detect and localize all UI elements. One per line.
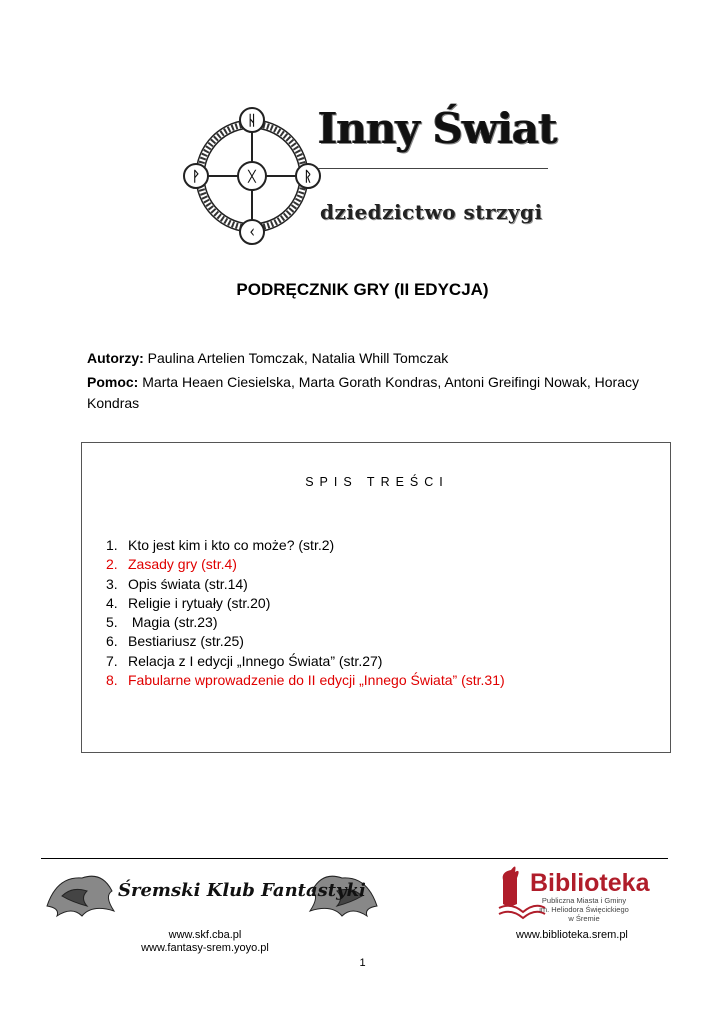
table-of-contents-box [81, 442, 671, 753]
library-name: Biblioteka [530, 869, 650, 897]
toc-item[interactable] [106, 613, 505, 632]
rune-glyph: ᚺ [247, 113, 257, 129]
toc-list [106, 536, 505, 690]
document-title: PODRĘCZNIK GRY (II EDYCJA) [236, 280, 489, 299]
toc-item-number: 8. [106, 672, 118, 689]
toc-heading: SPIS TREŚCI [305, 475, 449, 489]
rune-glyph: ᚲ [247, 225, 257, 241]
rune-glyph: ᚹ [191, 169, 201, 185]
logo-subtitle: dziedzictwo strzygi [320, 200, 543, 224]
toc-item-number: 3. [106, 575, 118, 592]
toc-item-label: Kto jest kim i kto co może? (str.2) [128, 537, 335, 553]
toc-item-number: 5. [106, 614, 118, 631]
authors-line [87, 348, 639, 369]
toc-item-label: Bestiariusz (str.25) [128, 633, 244, 650]
toc-item-label: Religie i rytuały (str.20) [128, 594, 271, 611]
library-subtitle: im. Heliodora Święcickiego [539, 905, 629, 914]
skf-url-link[interactable]: www.skf.cba.pl [168, 929, 242, 941]
library-subtitle: Publiczna Miasta i Gminy [541, 896, 627, 905]
library-subtitle: w Śremie [568, 914, 600, 923]
help-label: Pomoc: [87, 374, 139, 390]
toc-item[interactable] [106, 536, 505, 555]
logo-divider [318, 168, 548, 169]
skf-club-name: Śremski Klub Fantastyki [118, 880, 366, 901]
help-value: Marta Heaen Ciesielska, Marta Gorath Kondras, Antoni Greifingi Nowak, Horacy Kondras [87, 374, 639, 411]
toc-item-number: 6. [106, 633, 118, 650]
toc-item[interactable] [106, 632, 505, 651]
toc-item[interactable] [106, 671, 505, 690]
library-url-link[interactable]: www.biblioteka.srem.pl [516, 929, 628, 941]
logo-title: Inny Świat [318, 104, 557, 153]
rune-glyph: ᚱ [303, 169, 313, 185]
toc-item-number: 2. [106, 556, 118, 573]
rune-emblem-logo [172, 100, 332, 250]
page-number: 1 [359, 957, 366, 969]
authors-value: Paulina Artelien Tomczak, Natalia Whill Tomczak [143, 350, 449, 366]
toc-item-number: 7. [106, 652, 118, 669]
footer-divider [41, 858, 668, 859]
toc-item-label: Opis świata (str.14) [128, 575, 248, 592]
toc-item[interactable] [106, 652, 505, 671]
fantasy-url-link[interactable]: www.fantasy-srem.yoyo.pl [141, 942, 269, 954]
toc-item[interactable] [106, 555, 505, 574]
toc-item-label: Relacja z I edycji „Innego Świata” (str.27) [128, 652, 383, 669]
help-line [87, 372, 639, 414]
rune-glyph: ᚷ [247, 169, 257, 185]
toc-item-label: Fabularne wprowadzenie do II edycji „Innego Świata” (str.31) [128, 672, 505, 689]
toc-item-label: Magia (str.23) [128, 614, 218, 631]
authors-label: Autorzy: [87, 350, 144, 366]
toc-item-label: Zasady gry (str.4) [128, 556, 237, 573]
toc-item[interactable] [106, 575, 505, 594]
toc-item-number: 1. [106, 537, 118, 553]
toc-item-number: 4. [106, 594, 118, 611]
toc-item[interactable] [106, 594, 505, 613]
